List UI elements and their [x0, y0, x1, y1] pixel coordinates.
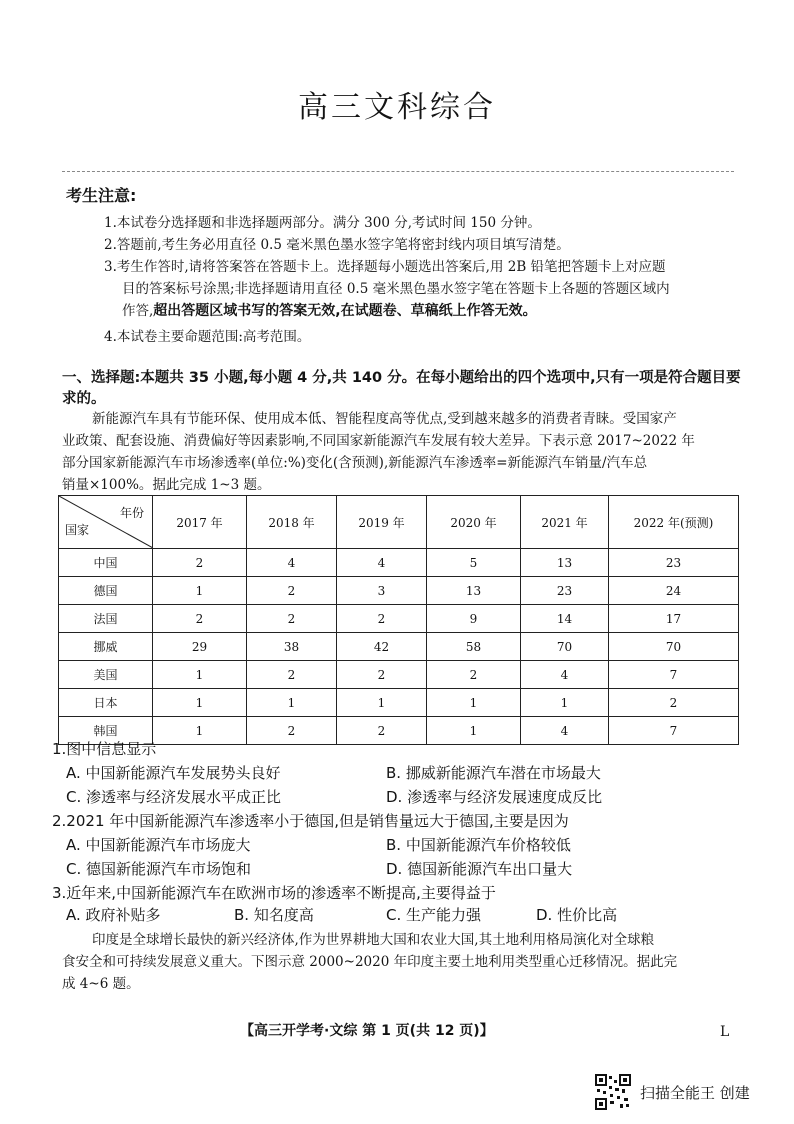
intro-line-2: 业政策、配套设施、消费偏好等因素影响,不同国家新能源汽车发展有较大差异。下表示意 2017~2022 年 — [62, 433, 695, 449]
column-header: 2019 年 — [337, 496, 427, 549]
table-cell: 4 — [521, 661, 609, 689]
question-2-option-b: B. 中国新能源汽车价格较低 — [386, 836, 571, 854]
question-1-option-d: D. 渗透率与经济发展速度成反比 — [386, 788, 603, 806]
question-3-option-c: C. 生产能力强 — [386, 906, 482, 924]
question-2-stem: 2.2021 年中国新能源汽车渗透率小于德国,但是销售量远大于德国,主要是因为 — [52, 812, 569, 830]
question-1-option-b: B. 挪威新能源汽车潜在市场最大 — [386, 764, 601, 782]
row-country: 法国 — [59, 605, 153, 633]
question-3-stem: 3.近年来,中国新能源汽车在欧洲市场的渗透率不断提高,主要得益于 — [52, 884, 496, 902]
table-cell: 23 — [609, 549, 739, 577]
notice-line-5-emphasis: 超出答题区域书写的答案无效,在试题卷、草稿纸上作答无效。 — [153, 303, 537, 319]
table-cell: 17 — [609, 605, 739, 633]
table-cell: 4 — [337, 549, 427, 577]
row-country: 美国 — [59, 661, 153, 689]
table-cell: 29 — [153, 633, 247, 661]
table-row — [59, 577, 739, 605]
table-cell: 1 — [153, 661, 247, 689]
notice-line-4: 目的答案标号涂黑;非选择题请用直径 0.5 毫米黑色墨水签字笔在答题卡上各题的答题区域内 — [122, 281, 670, 297]
table-cell: 14 — [521, 605, 609, 633]
row-country: 韩国 — [59, 717, 153, 745]
table-row — [59, 717, 739, 745]
table-cell: 1 — [153, 717, 247, 745]
table-row — [59, 661, 739, 689]
qr-code-icon — [595, 1074, 631, 1110]
table-cell: 24 — [609, 577, 739, 605]
intro2-line-1: 印度是全球增长最快的新兴经济体,作为世界耕地大国和农业大国,其土地利用格局演化对全球粮 — [92, 932, 655, 948]
table-cell: 2 — [337, 661, 427, 689]
table-cell: 1 — [153, 689, 247, 717]
notice-line-6: 4.本试卷主要命题范围:高考范围。 — [104, 329, 311, 345]
column-header: 2017 年 — [153, 496, 247, 549]
notice-line-1: 1.本试卷分选择题和非选择题两部分。满分 300 分,考试时间 150 分钟。 — [104, 215, 541, 231]
table-cell: 2 — [247, 661, 337, 689]
table-cell: 1 — [153, 577, 247, 605]
table-cell: 42 — [337, 633, 427, 661]
table-cell: 4 — [521, 717, 609, 745]
corner-country-label: 国家 — [65, 523, 90, 537]
table-cell: 70 — [609, 633, 739, 661]
table-cell: 23 — [521, 577, 609, 605]
table-cell: 2 — [337, 717, 427, 745]
section-heading: 一、选择题:本题共 35 小题,每小题 4 分,共 140 分。在每小题给出的四个选项中,只有一项是符合题目要求的。 — [62, 370, 741, 407]
column-header: 2022 年(预测) — [609, 496, 739, 549]
notice-line-5-a: 作答, — [122, 303, 154, 319]
table-cell: 2 — [153, 605, 247, 633]
page-title: 高三文科综合 — [298, 90, 496, 125]
table-cell: 13 — [427, 577, 521, 605]
question-1-stem: 1.图中信息显示 — [52, 740, 157, 758]
intro-line-4: 销量×100%。据此完成 1~3 题。 — [62, 477, 271, 493]
question-3-option-b: B. 知名度高 — [234, 906, 314, 924]
table-cell: 4 — [247, 549, 337, 577]
column-header: 2018 年 — [247, 496, 337, 549]
table-cell: 2 — [427, 661, 521, 689]
question-3-option-d: D. 性价比高 — [536, 906, 618, 924]
corner-year-label: 年份 — [119, 506, 144, 520]
table-cell: 1 — [427, 689, 521, 717]
table-cell: 2 — [337, 605, 427, 633]
column-header: 2021 年 — [521, 496, 609, 549]
table-cell: 5 — [427, 549, 521, 577]
intro2-line-3: 成 4~6 题。 — [62, 976, 140, 992]
table-cell: 58 — [427, 633, 521, 661]
table-cell: 2 — [247, 717, 337, 745]
question-2-option-d: D. 德国新能源汽车出口量大 — [386, 860, 573, 878]
table-row — [59, 689, 739, 717]
table-cell: 1 — [427, 717, 521, 745]
table-header-row — [59, 496, 739, 549]
table-cell: 1 — [247, 689, 337, 717]
notice-line-2: 2.答题前,考生务必用直径 0.5 毫米黑色墨水签字笔将密封线内项目填写清楚。 — [104, 237, 570, 253]
table-cell: 38 — [247, 633, 337, 661]
notice-line-3: 3.考生作答时,请将答案答在答题卡上。选择题每小题选出答案后,用 2B 铅笔把答题卡上对应题 — [104, 259, 666, 275]
table-row — [59, 633, 739, 661]
question-1-option-a: A. 中国新能源汽车发展势头良好 — [66, 764, 281, 782]
intro-line-3: 部分国家新能源汽车市场渗透率(单位:%)变化(含预测),新能源汽车渗透率=新能源汽车销量/汽车总 — [62, 455, 648, 471]
question-1-option-c: C. 渗透率与经济发展水平成正比 — [66, 788, 282, 806]
table-cell: 1 — [337, 689, 427, 717]
question-3-option-a: A. 政府补贴多 — [66, 906, 161, 924]
row-country: 日本 — [59, 689, 153, 717]
divider — [62, 171, 734, 172]
row-country: 德国 — [59, 577, 153, 605]
table-cell: 13 — [521, 549, 609, 577]
table-cell: 70 — [521, 633, 609, 661]
intro2-line-2: 食安全和可持续发展意义重大。下图示意 2000~2020 年印度主要土地利用类型重心迁移情况。据此完 — [62, 954, 678, 970]
table-cell: 2 — [247, 605, 337, 633]
table-corner-cell — [59, 496, 153, 549]
table-row — [59, 605, 739, 633]
table-cell: 7 — [609, 661, 739, 689]
question-2-option-a: A. 中国新能源汽车市场庞大 — [66, 836, 251, 854]
table-cell: 2 — [153, 549, 247, 577]
penetration-table — [58, 495, 739, 745]
table-row — [59, 549, 739, 577]
table-cell: 2 — [247, 577, 337, 605]
page-mark: L — [720, 1024, 730, 1040]
table-cell: 9 — [427, 605, 521, 633]
row-country: 挪威 — [59, 633, 153, 661]
question-2-option-c: C. 德国新能源汽车市场饱和 — [66, 860, 252, 878]
scanner-watermark: 扫描全能王 创建 — [640, 1084, 750, 1102]
row-country: 中国 — [59, 549, 153, 577]
intro-line-1: 新能源汽车具有节能环保、使用成本低、智能程度高等优点,受到越来越多的消费者青睐。受国家产 — [92, 411, 677, 427]
table-cell: 3 — [337, 577, 427, 605]
table-cell: 2 — [609, 689, 739, 717]
table-cell: 7 — [609, 717, 739, 745]
notice-heading: 考生注意: — [66, 186, 137, 205]
column-header: 2020 年 — [427, 496, 521, 549]
notice-line-5 — [122, 299, 537, 320]
page-footer: 【高三开学考·文综 第 1 页(共 12 页)】 — [240, 1023, 494, 1039]
table-cell: 1 — [521, 689, 609, 717]
